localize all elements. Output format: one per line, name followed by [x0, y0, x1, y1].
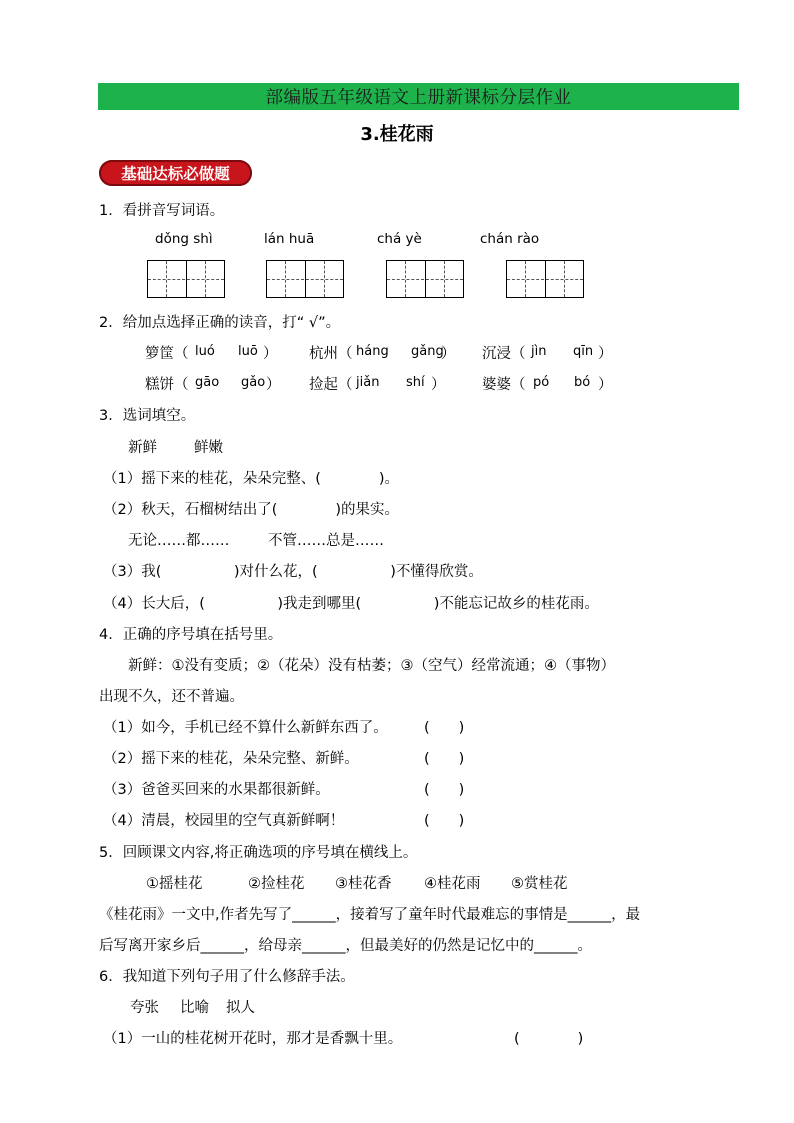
q4-answer-paren[interactable]: ( ): [424, 813, 465, 829]
q2-option[interactable]: bó: [574, 375, 591, 390]
q3-word-option: 鲜嫩: [194, 440, 223, 456]
q5-option: ①摇桂花: [146, 876, 203, 892]
q2-option[interactable]: gǎo: [241, 375, 266, 390]
q3-word-option: 无论……都……: [128, 533, 230, 549]
q2-option[interactable]: gāo: [195, 375, 220, 390]
q3-sentence-2: （2）秋天，石榴树结出了( )的果实。: [103, 502, 400, 518]
q5-option: ⑤赏桂花: [511, 876, 568, 892]
q2-item: 婆婆（: [482, 377, 526, 393]
banner-text: 部编版五年级语文上册新课标分层作业: [265, 88, 572, 108]
q6-prompt: 6．我知道下列句子用了什么修辞手法。: [99, 969, 355, 985]
q3-word-option: 新鲜: [128, 440, 157, 456]
q2-option[interactable]: luó: [195, 344, 215, 359]
tianzige-box-3[interactable]: [386, 260, 464, 298]
q5-option: ②捡桂花: [248, 876, 305, 892]
q4-definition-cont: 出现不久，还不普遍。: [99, 689, 244, 705]
pinyin-1: dǒng shì: [155, 231, 213, 247]
q4-answer-paren[interactable]: ( ): [424, 720, 465, 736]
q6-option: 比喻: [180, 1000, 209, 1016]
q4-item-3: （3）爸爸买回来的水果都很新鲜。: [103, 782, 330, 798]
q2-paren: ）: [266, 377, 281, 393]
q2-prompt: 2．给加点选择正确的读音，打“ √”。: [99, 315, 341, 331]
pinyin-2: lán huā: [264, 231, 315, 247]
q2-paren: ）: [263, 346, 278, 362]
q5-option: ③桂花香: [335, 876, 392, 892]
q2-item: 沉浸（: [482, 346, 526, 362]
q2-option[interactable]: shí: [406, 375, 425, 390]
page-title: 3.桂花雨: [360, 124, 434, 145]
q4-item-4: （4）清晨，校园里的空气真新鲜啊！: [103, 813, 345, 829]
q4-prompt: 4．正确的序号填在括号里。: [99, 627, 283, 643]
pinyin-4: chán rào: [480, 231, 540, 247]
q2-option[interactable]: gǎng: [411, 344, 444, 359]
q2-paren: ）: [598, 377, 613, 393]
q2-item: 糕饼（: [145, 377, 189, 393]
q1-prompt: 1．看拼音写词语。: [99, 203, 225, 219]
q6-option: 拟人: [226, 1000, 255, 1016]
tianzige-box-4[interactable]: [506, 260, 584, 298]
q2-item: 捡起（: [309, 377, 353, 393]
q3-word-option: 不管……总是……: [268, 533, 384, 549]
q3-sentence-4: （4）长大后，( )我走到哪里( )不能忘记故乡的桂花雨。: [103, 596, 599, 612]
q2-item: 杭州（: [309, 346, 353, 362]
section-pill: 基础达标必做题: [99, 160, 252, 186]
q3-prompt: 3．选词填空。: [99, 408, 196, 424]
q3-sentence-1: （1）摇下来的桂花，朵朵完整、( )。: [103, 471, 400, 487]
q3-sentence-3: （3）我( )对什么花，( )不懂得欣赏。: [103, 564, 483, 580]
q6-option: 夸张: [130, 1000, 159, 1016]
q2-option[interactable]: jiǎn: [356, 375, 380, 390]
q2-option[interactable]: qīn: [573, 344, 594, 359]
pinyin-3: chá yè: [377, 231, 422, 247]
tianzige-box-1[interactable]: [147, 260, 225, 298]
q5-sentence-1: 《桂花雨》一文中,作者先写了______，接着写了童年时代最难忘的事情是______，最: [99, 907, 641, 923]
q5-prompt: 5．回顾课文内容,将正确选项的序号填在横线上。: [99, 845, 418, 861]
q2-paren: ）: [441, 346, 456, 362]
title-banner: [98, 83, 739, 110]
q2-option[interactable]: pó: [533, 375, 550, 390]
q2-option[interactable]: luō: [238, 344, 258, 359]
q5-sentence-2: 后写离开家乡后______，给母亲______，但最美好的仍然是记忆中的______。: [99, 938, 592, 954]
q4-definition: 新鲜：①没有变质；②（花朵）没有枯萎；③（空气）经常流通；④（事物）: [128, 658, 615, 674]
q4-item-2: （2）摇下来的桂花，朵朵完整、新鲜。: [103, 751, 359, 767]
q6-answer-paren[interactable]: ( ): [514, 1031, 584, 1047]
q2-item: 箩筐（: [145, 346, 189, 362]
q4-answer-paren[interactable]: ( ): [424, 751, 465, 767]
q5-option: ④桂花雨: [424, 876, 481, 892]
q2-paren: ）: [598, 346, 613, 362]
q4-item-1: （1）如今，手机已经不算什么新鲜东西了。: [103, 720, 388, 736]
q2-option[interactable]: jìn: [531, 344, 547, 359]
q2-paren: ）: [431, 377, 446, 393]
tianzige-box-2[interactable]: [266, 260, 344, 298]
q4-answer-paren[interactable]: ( ): [424, 782, 465, 798]
q6-sentence-1: （1）一山的桂花树开花时，那才是香飘十里。: [103, 1031, 403, 1047]
q2-option[interactable]: háng: [356, 344, 389, 359]
